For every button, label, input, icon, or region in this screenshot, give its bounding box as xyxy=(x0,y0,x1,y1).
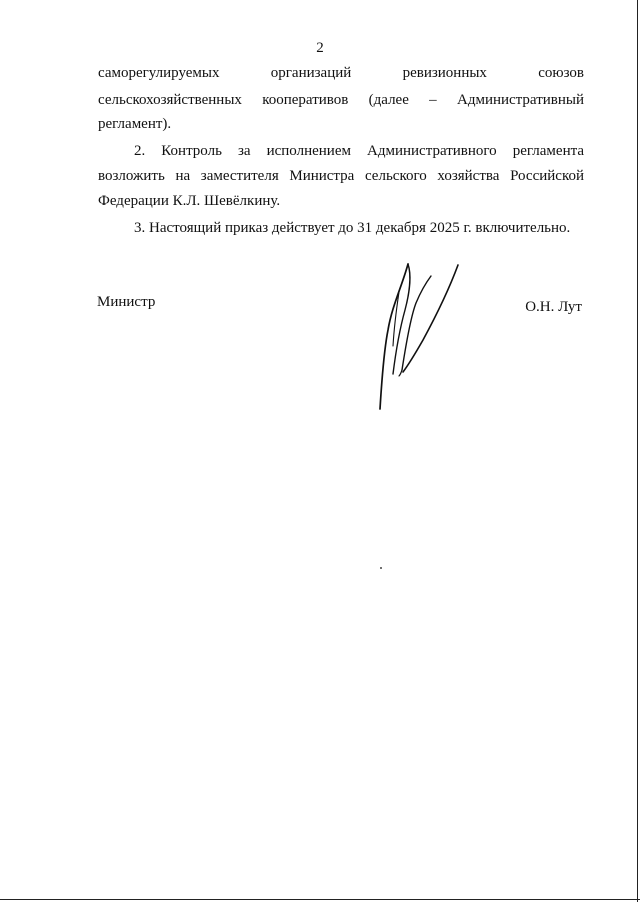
body-line-1: саморегулируемых организаций ревизионных союзов xyxy=(98,65,584,81)
handwritten-signature xyxy=(372,258,467,413)
paragraph-2-line-2: возложить на заместителя Министра сельского хозяйства Российской xyxy=(98,168,584,184)
body-line-3: регламент). xyxy=(98,116,172,132)
page-number: 2 xyxy=(316,40,324,56)
body-line-2: сельскохозяйственных кооперативов (далее – Административный xyxy=(98,92,584,108)
page-edge-bottom xyxy=(0,899,640,900)
paragraph-3-line-1: 3. Настоящий приказ действует до 31 декабря 2025 г. включительно. xyxy=(134,220,571,236)
paragraph-2-line-3: Федерации К.Л. Шевёлкину. xyxy=(98,193,281,209)
signatory-name: О.Н. Лут xyxy=(525,299,582,315)
scan-speck xyxy=(380,567,382,569)
signatory-title: Министр xyxy=(97,294,156,310)
page-edge-right xyxy=(637,0,638,902)
paragraph-2-line-1: 2. Контроль за исполнением Административного регламента xyxy=(134,143,584,159)
